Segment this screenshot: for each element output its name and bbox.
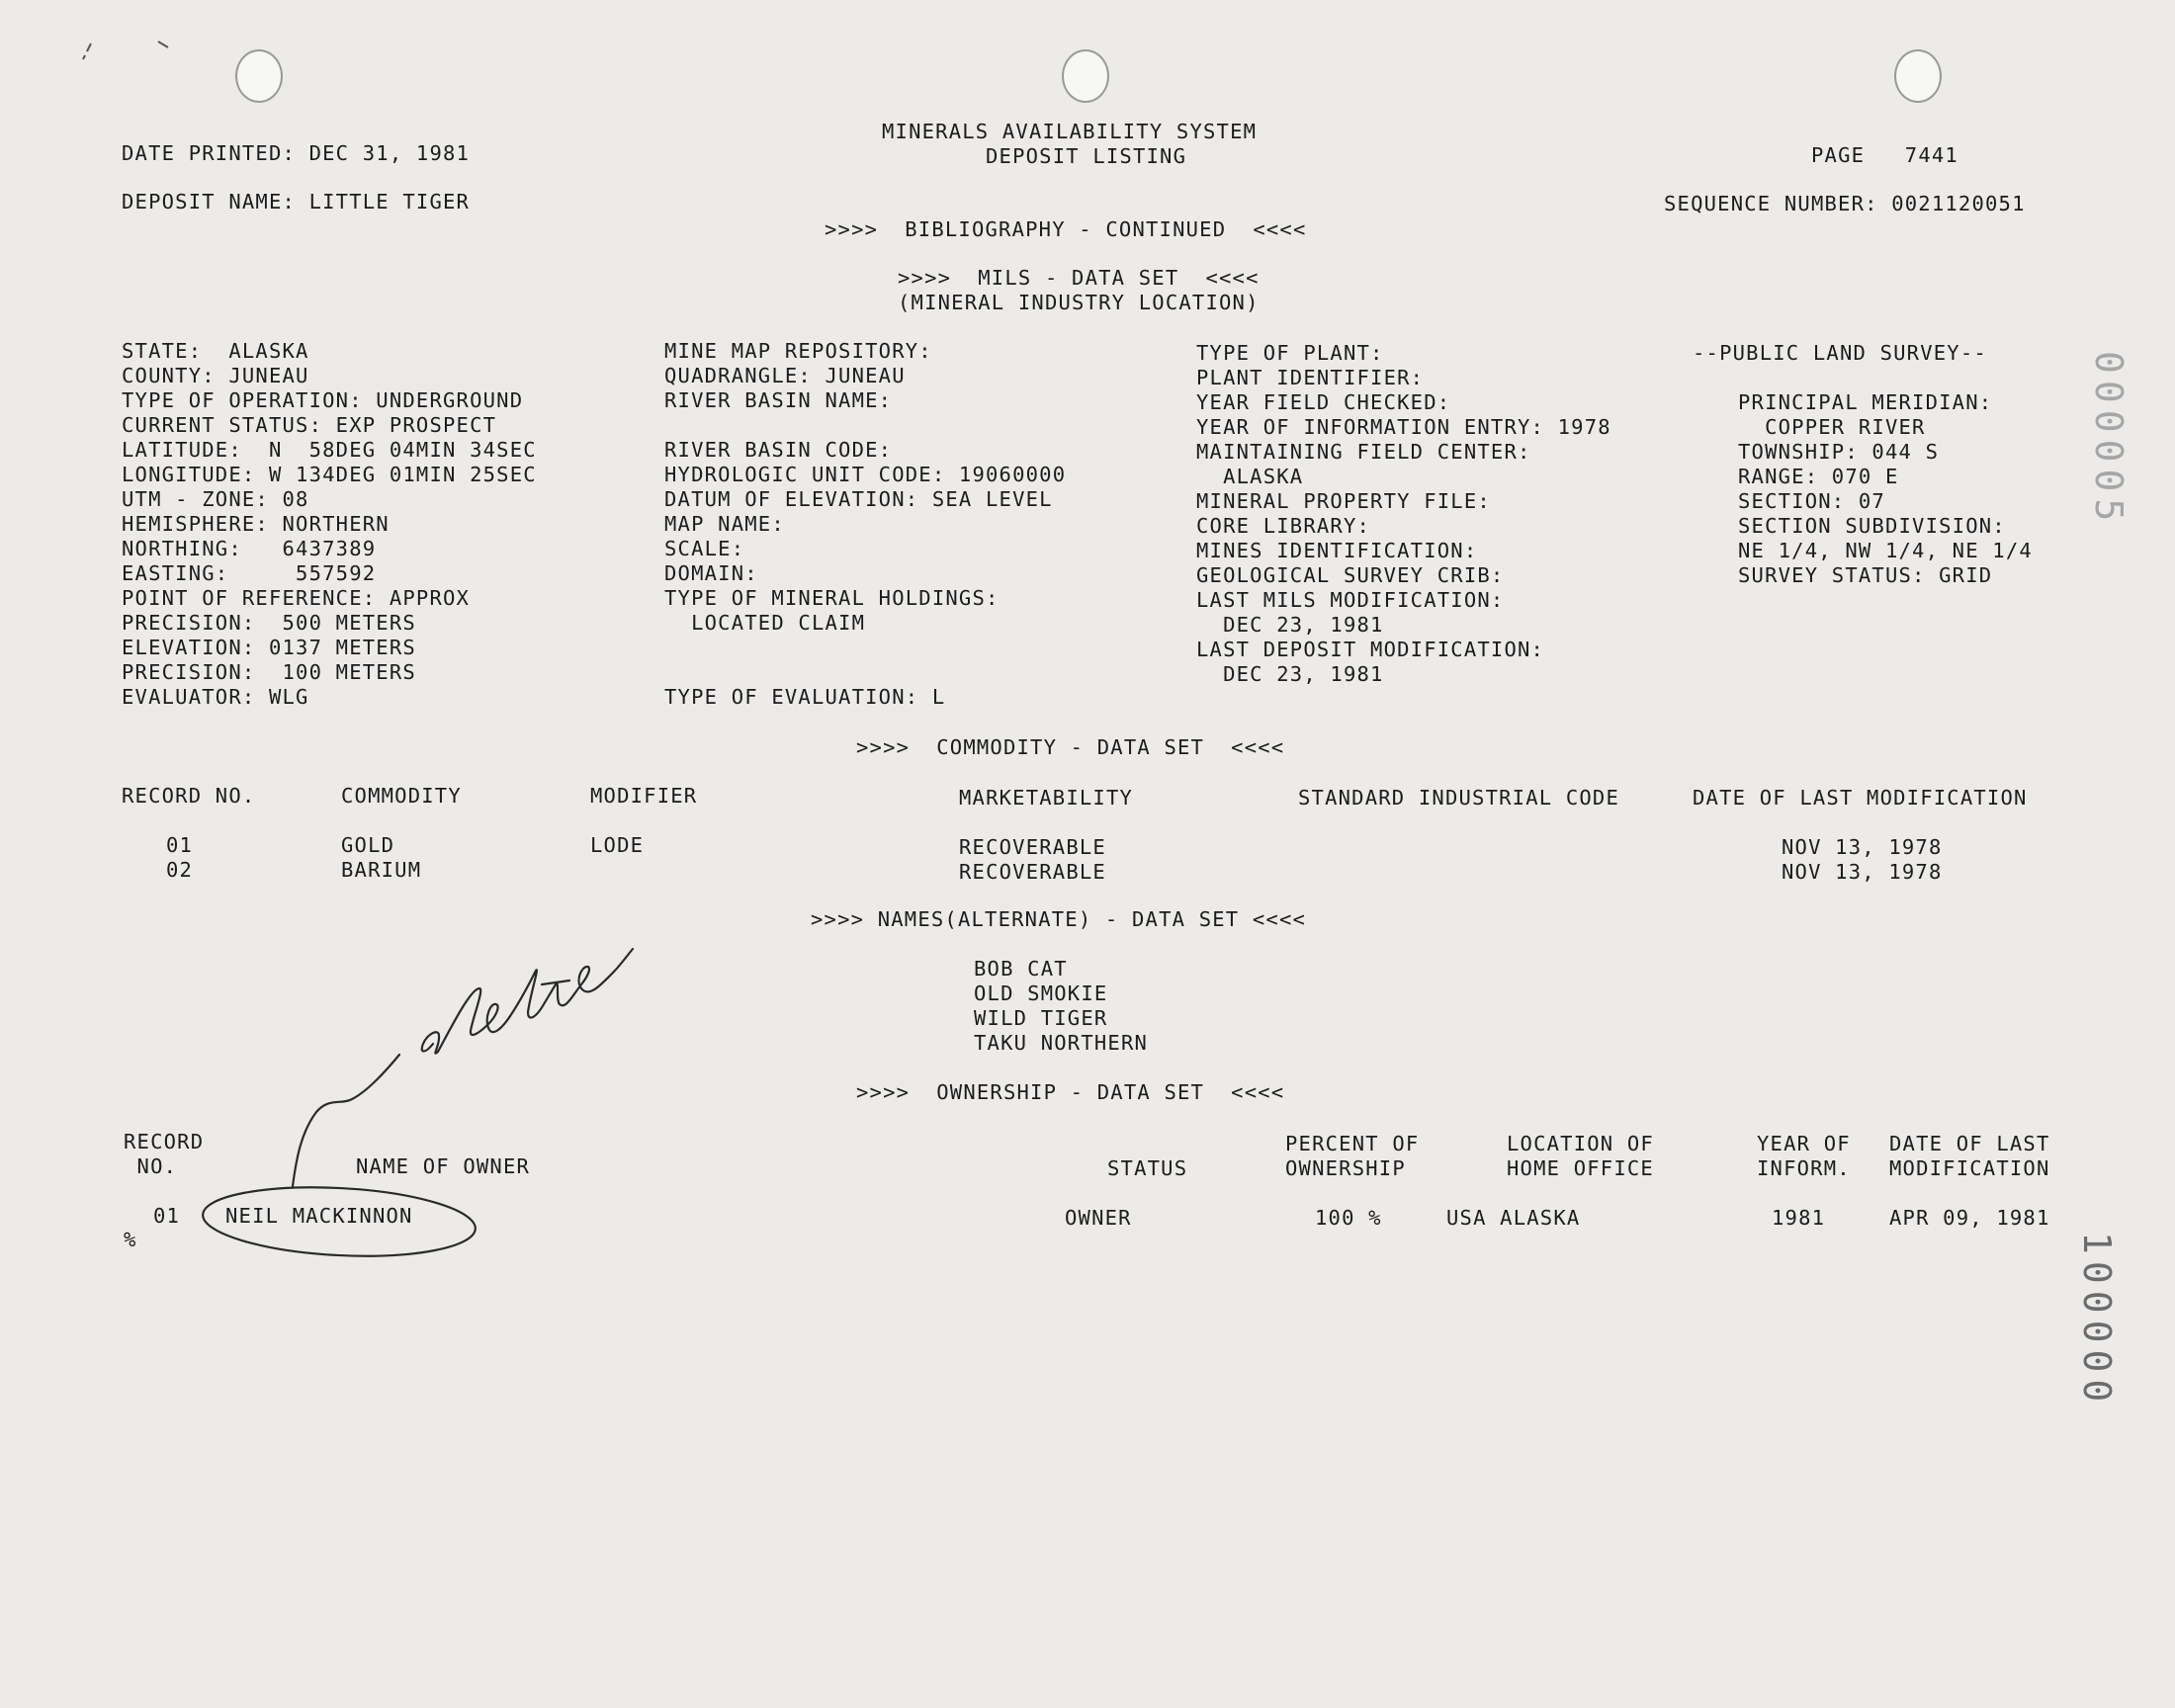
field-line: PLANT IDENTIFIER:	[1196, 366, 1425, 389]
field-line: YEAR OF INFORMATION ENTRY: 1978	[1196, 415, 1611, 439]
field-line: DATUM OF ELEVATION: SEA LEVEL	[664, 487, 1053, 511]
list-item: WILD TIGER	[974, 1006, 1108, 1030]
field-line: NORTHING: 6437389	[122, 537, 377, 560]
field-line: COPPER RIVER	[1738, 415, 1926, 439]
field-line: LAST DEPOSIT MODIFICATION:	[1196, 638, 1545, 661]
column-header: DATE OF LAST	[1889, 1132, 2050, 1155]
date-printed: DATE PRINTED: DEC 31, 1981	[122, 141, 471, 165]
deposit-name: DEPOSIT NAME: LITTLE TIGER	[122, 190, 471, 214]
column-header: MARKETABILITY	[959, 786, 1134, 810]
field-line: HEMISPHERE: NORTHERN	[122, 512, 390, 536]
field-line: HYDROLOGIC UNIT CODE: 19060000	[664, 463, 1067, 486]
field-line: LOCATED CLAIM	[664, 611, 866, 635]
field-line: RANGE: 070 E	[1738, 465, 1899, 488]
field-line: PRINCIPAL MERIDIAN:	[1738, 390, 1993, 414]
column-header: MODIFIER	[590, 784, 698, 808]
column-header: LOCATION OF	[1507, 1132, 1654, 1155]
column-header: YEAR OF	[1757, 1132, 1851, 1155]
end-mark: %	[124, 1228, 137, 1251]
record-no: 02	[166, 858, 194, 882]
column-header: HOME OFFICE	[1507, 1156, 1654, 1180]
owner-status: OWNER	[1065, 1206, 1132, 1230]
column-header: STATUS	[1107, 1156, 1188, 1180]
last-modified: NOV 13, 1978	[1782, 860, 1943, 884]
mils-heading: >>>> MILS - DATA SET <<<<	[898, 266, 1260, 290]
field-line: NE 1/4, NW 1/4, NE 1/4	[1738, 539, 2033, 562]
field-line: CORE LIBRARY:	[1196, 514, 1371, 538]
system-title: MINERALS AVAILABILITY SYSTEM	[882, 120, 1258, 143]
commodity-name: GOLD	[341, 833, 395, 857]
column-header: NO.	[124, 1154, 178, 1178]
field-line: MINE MAP REPOSITORY:	[664, 339, 932, 363]
modifier: LODE	[590, 833, 645, 857]
field-line: LONGITUDE: W 134DEG 01MIN 25SEC	[122, 463, 537, 486]
frame-stamp-bottom: 100000	[2075, 1232, 2119, 1409]
field-line: MAINTAINING FIELD CENTER:	[1196, 440, 1531, 464]
field-line: GEOLOGICAL SURVEY CRIB:	[1196, 563, 1505, 587]
last-modified: NOV 13, 1978	[1782, 835, 1943, 859]
column-header: MODIFICATION	[1889, 1156, 2050, 1180]
field-line: TYPE OF OPERATION: UNDERGROUND	[122, 388, 524, 412]
list-item: OLD SMOKIE	[974, 982, 1108, 1005]
field-line: STATE: ALASKA	[122, 339, 309, 363]
field-line: SURVEY STATUS: GRID	[1738, 563, 1993, 587]
field-line: SECTION SUBDIVISION:	[1738, 514, 2006, 538]
owner-name: NEIL MACKINNON	[225, 1204, 413, 1228]
bibliography-heading: >>>> BIBLIOGRAPHY - CONTINUED <<<<	[825, 217, 1307, 241]
commodity-heading: >>>> COMMODITY - DATA SET <<<<	[856, 735, 1285, 759]
field-line: TOWNSHIP: 044 S	[1738, 440, 1940, 464]
column-header: RECORD NO.	[122, 784, 256, 808]
field-line: CURRENT STATUS: EXP PROSPECT	[122, 413, 497, 437]
field-line: COUNTY: JUNEAU	[122, 364, 309, 387]
field-line: YEAR FIELD CHECKED:	[1196, 390, 1451, 414]
field-line: MAP NAME:	[664, 512, 785, 536]
listing-title: DEPOSIT LISTING	[986, 144, 1187, 168]
field-line: SCALE:	[664, 537, 745, 560]
column-header: STANDARD INDUSTRIAL CODE	[1298, 786, 1620, 810]
home-office: USA ALASKA	[1446, 1206, 1581, 1230]
column-header: NAME OF OWNER	[356, 1154, 531, 1178]
record-no: 01	[153, 1204, 181, 1228]
field-line: SECTION: 07	[1738, 489, 1885, 513]
field-line: ELEVATION: 0137 METERS	[122, 636, 416, 659]
column-header: INFORM.	[1757, 1156, 1851, 1180]
field-line: TYPE OF EVALUATION: L	[664, 685, 946, 709]
field-line: LATITUDE: N 58DEG 04MIN 34SEC	[122, 438, 537, 462]
page-number: PAGE 7441	[1811, 143, 1958, 167]
marketability: RECOVERABLE	[959, 860, 1106, 884]
field-line: ALASKA	[1196, 465, 1304, 488]
survey-heading: --PUBLIC LAND SURVEY--	[1693, 341, 1987, 365]
field-line: UTM - ZONE: 08	[122, 487, 309, 511]
column-header: COMMODITY	[341, 784, 462, 808]
field-line: EASTING: 557592	[122, 561, 377, 585]
sequence-number: SEQUENCE NUMBER: 0021120051	[1664, 192, 2026, 215]
field-line: EVALUATOR: WLG	[122, 685, 309, 709]
field-line: DOMAIN:	[664, 561, 758, 585]
names-heading: >>>> NAMES(ALTERNATE) - DATA SET <<<<	[811, 907, 1307, 931]
column-header: OWNERSHIP	[1285, 1156, 1406, 1180]
field-line: DEC 23, 1981	[1196, 662, 1384, 686]
field-line: RIVER BASIN CODE:	[664, 438, 893, 462]
field-line: RIVER BASIN NAME:	[664, 388, 893, 412]
field-line: PRECISION: 100 METERS	[122, 660, 416, 684]
field-line: LAST MILS MODIFICATION:	[1196, 588, 1505, 612]
marketability: RECOVERABLE	[959, 835, 1106, 859]
commodity-name: BARIUM	[341, 858, 422, 882]
field-line: QUADRANGLE: JUNEAU	[664, 364, 906, 387]
list-item: BOB CAT	[974, 957, 1068, 981]
last-modified: APR 09, 1981	[1889, 1206, 2050, 1230]
column-header: RECORD	[124, 1130, 205, 1153]
ownership-heading: >>>> OWNERSHIP - DATA SET <<<<	[856, 1080, 1285, 1104]
column-header: DATE OF LAST MODIFICATION	[1693, 786, 2028, 810]
mils-subheading: (MINERAL INDUSTRY LOCATION)	[898, 291, 1260, 314]
list-item: TAKU NORTHERN	[974, 1031, 1149, 1055]
ownership-percent: 100 %	[1315, 1206, 1382, 1230]
frame-stamp-top: 000005	[2087, 351, 2131, 529]
field-line: TYPE OF PLANT:	[1196, 341, 1384, 365]
field-line: PRECISION: 500 METERS	[122, 611, 416, 635]
field-line: POINT OF REFERENCE: APPROX	[122, 586, 471, 610]
field-line: DEC 23, 1981	[1196, 613, 1384, 637]
field-line: MINES IDENTIFICATION:	[1196, 539, 1478, 562]
field-line: TYPE OF MINERAL HOLDINGS:	[664, 586, 1000, 610]
record-no: 01	[166, 833, 194, 857]
field-line: MINERAL PROPERTY FILE:	[1196, 489, 1491, 513]
column-header: PERCENT OF	[1285, 1132, 1420, 1155]
inform-year: 1981	[1772, 1206, 1826, 1230]
